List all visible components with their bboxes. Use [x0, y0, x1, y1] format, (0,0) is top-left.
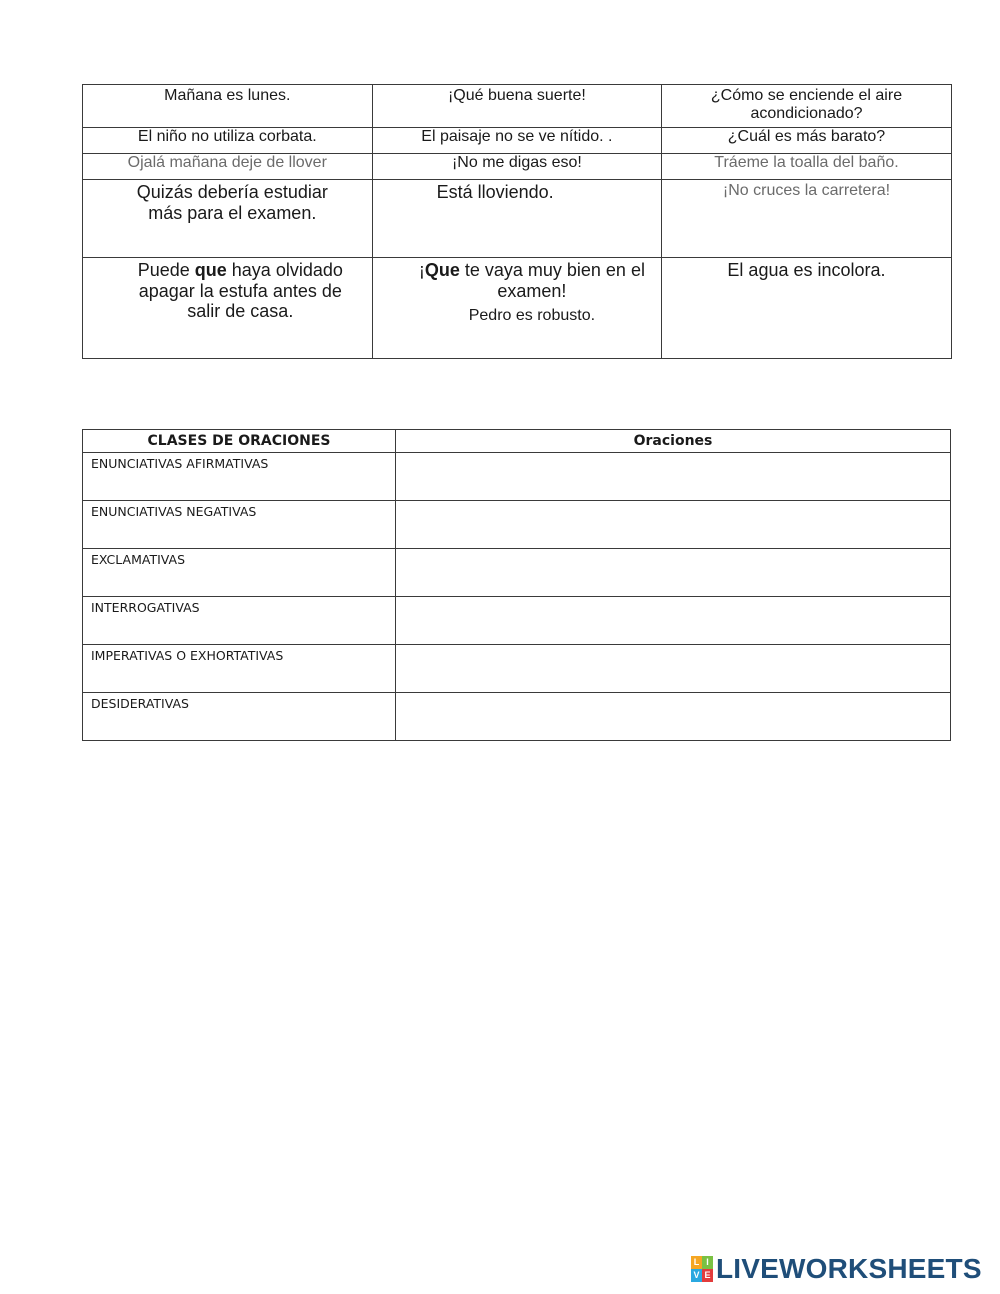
sentence-cell[interactable]: Está lloviendo.: [372, 180, 662, 258]
table-header-row: [83, 430, 951, 453]
sentence-cell[interactable]: El agua es incolora.: [662, 258, 952, 359]
class-label: DESIDERATIVAS: [83, 693, 396, 741]
class-label: INTERROGATIVAS: [83, 597, 396, 645]
sentence-cell[interactable]: ¡No cruces la carretera!: [662, 180, 952, 258]
sentence-cell[interactable]: Mañana es lunes.: [83, 85, 373, 128]
table-row: [83, 597, 951, 645]
table-row: [83, 645, 951, 693]
header-classes: CLASES DE ORACIONES: [83, 430, 396, 453]
sentence-grid: [82, 84, 952, 359]
sentence-cell[interactable]: [83, 258, 373, 359]
sentence-text: haya olvidado apagar la estufa antes de salir de casa.: [138, 260, 343, 322]
sentence-cell-secondary[interactable]: Pedro es robusto.: [468, 307, 596, 325]
sentence-cell[interactable]: El paisaje no se ve nítido. .: [372, 128, 662, 154]
sentence-cell[interactable]: ¿Cómo se enciende el aire acondicionado?: [662, 85, 952, 128]
drop-zone[interactable]: [396, 645, 951, 693]
grid-row: [83, 128, 952, 154]
drop-zone[interactable]: [396, 453, 951, 501]
drop-zone[interactable]: [396, 693, 951, 741]
drop-zone[interactable]: [396, 597, 951, 645]
sentence-cell[interactable]: [372, 258, 662, 359]
class-label: IMPERATIVAS O EXHORTATIVAS: [83, 645, 396, 693]
liveworksheets-logo: [691, 1253, 982, 1285]
drop-zone[interactable]: [396, 501, 951, 549]
sentence-cell[interactable]: Tráeme la toalla del baño.: [662, 154, 952, 180]
sentence-text: Puede: [137, 260, 195, 280]
logo-wordmark: LIVEWORKSHEETS: [716, 1253, 982, 1284]
table-row: [83, 693, 951, 741]
logo-mark-letter: E: [702, 1269, 713, 1282]
sentence-emphasis: que: [194, 260, 227, 280]
grid-row: [83, 180, 952, 258]
class-label: ENUNCIATIVAS AFIRMATIVAS: [83, 453, 396, 501]
sentence-emphasis: Que: [424, 260, 460, 280]
sentence-cell[interactable]: ¿Cuál es más barato?: [662, 128, 952, 154]
sentence-cell[interactable]: Ojalá mañana deje de llover: [83, 154, 373, 180]
logo-mark-letter: V: [691, 1269, 702, 1282]
class-label: ENUNCIATIVAS NEGATIVAS: [83, 501, 396, 549]
sentence-text: ¡: [418, 260, 425, 280]
sentence-cell[interactable]: Quizás debería estudiar más para el examen.: [83, 180, 373, 258]
sentence-cell[interactable]: ¡No me digas eso!: [372, 154, 662, 180]
classification-table: [82, 429, 951, 741]
table-row: [83, 549, 951, 597]
header-sentences: Oraciones: [396, 430, 951, 453]
sentence-cell[interactable]: El niño no utiliza corbata.: [83, 128, 373, 154]
sentence-cell[interactable]: ¡Qué buena suerte!: [372, 85, 662, 128]
live-mark-icon: [691, 1256, 713, 1282]
logo-mark-letter: L: [691, 1256, 702, 1269]
table-row: [83, 453, 951, 501]
logo-mark-letter: I: [702, 1256, 713, 1269]
sentence-text: te vaya muy bien en el examen!: [459, 260, 645, 301]
class-label: EXCLAMATIVAS: [83, 549, 396, 597]
grid-row: [83, 258, 952, 359]
grid-row: [83, 154, 952, 180]
grid-row: [83, 85, 952, 128]
table-row: [83, 501, 951, 549]
drop-zone[interactable]: [396, 549, 951, 597]
